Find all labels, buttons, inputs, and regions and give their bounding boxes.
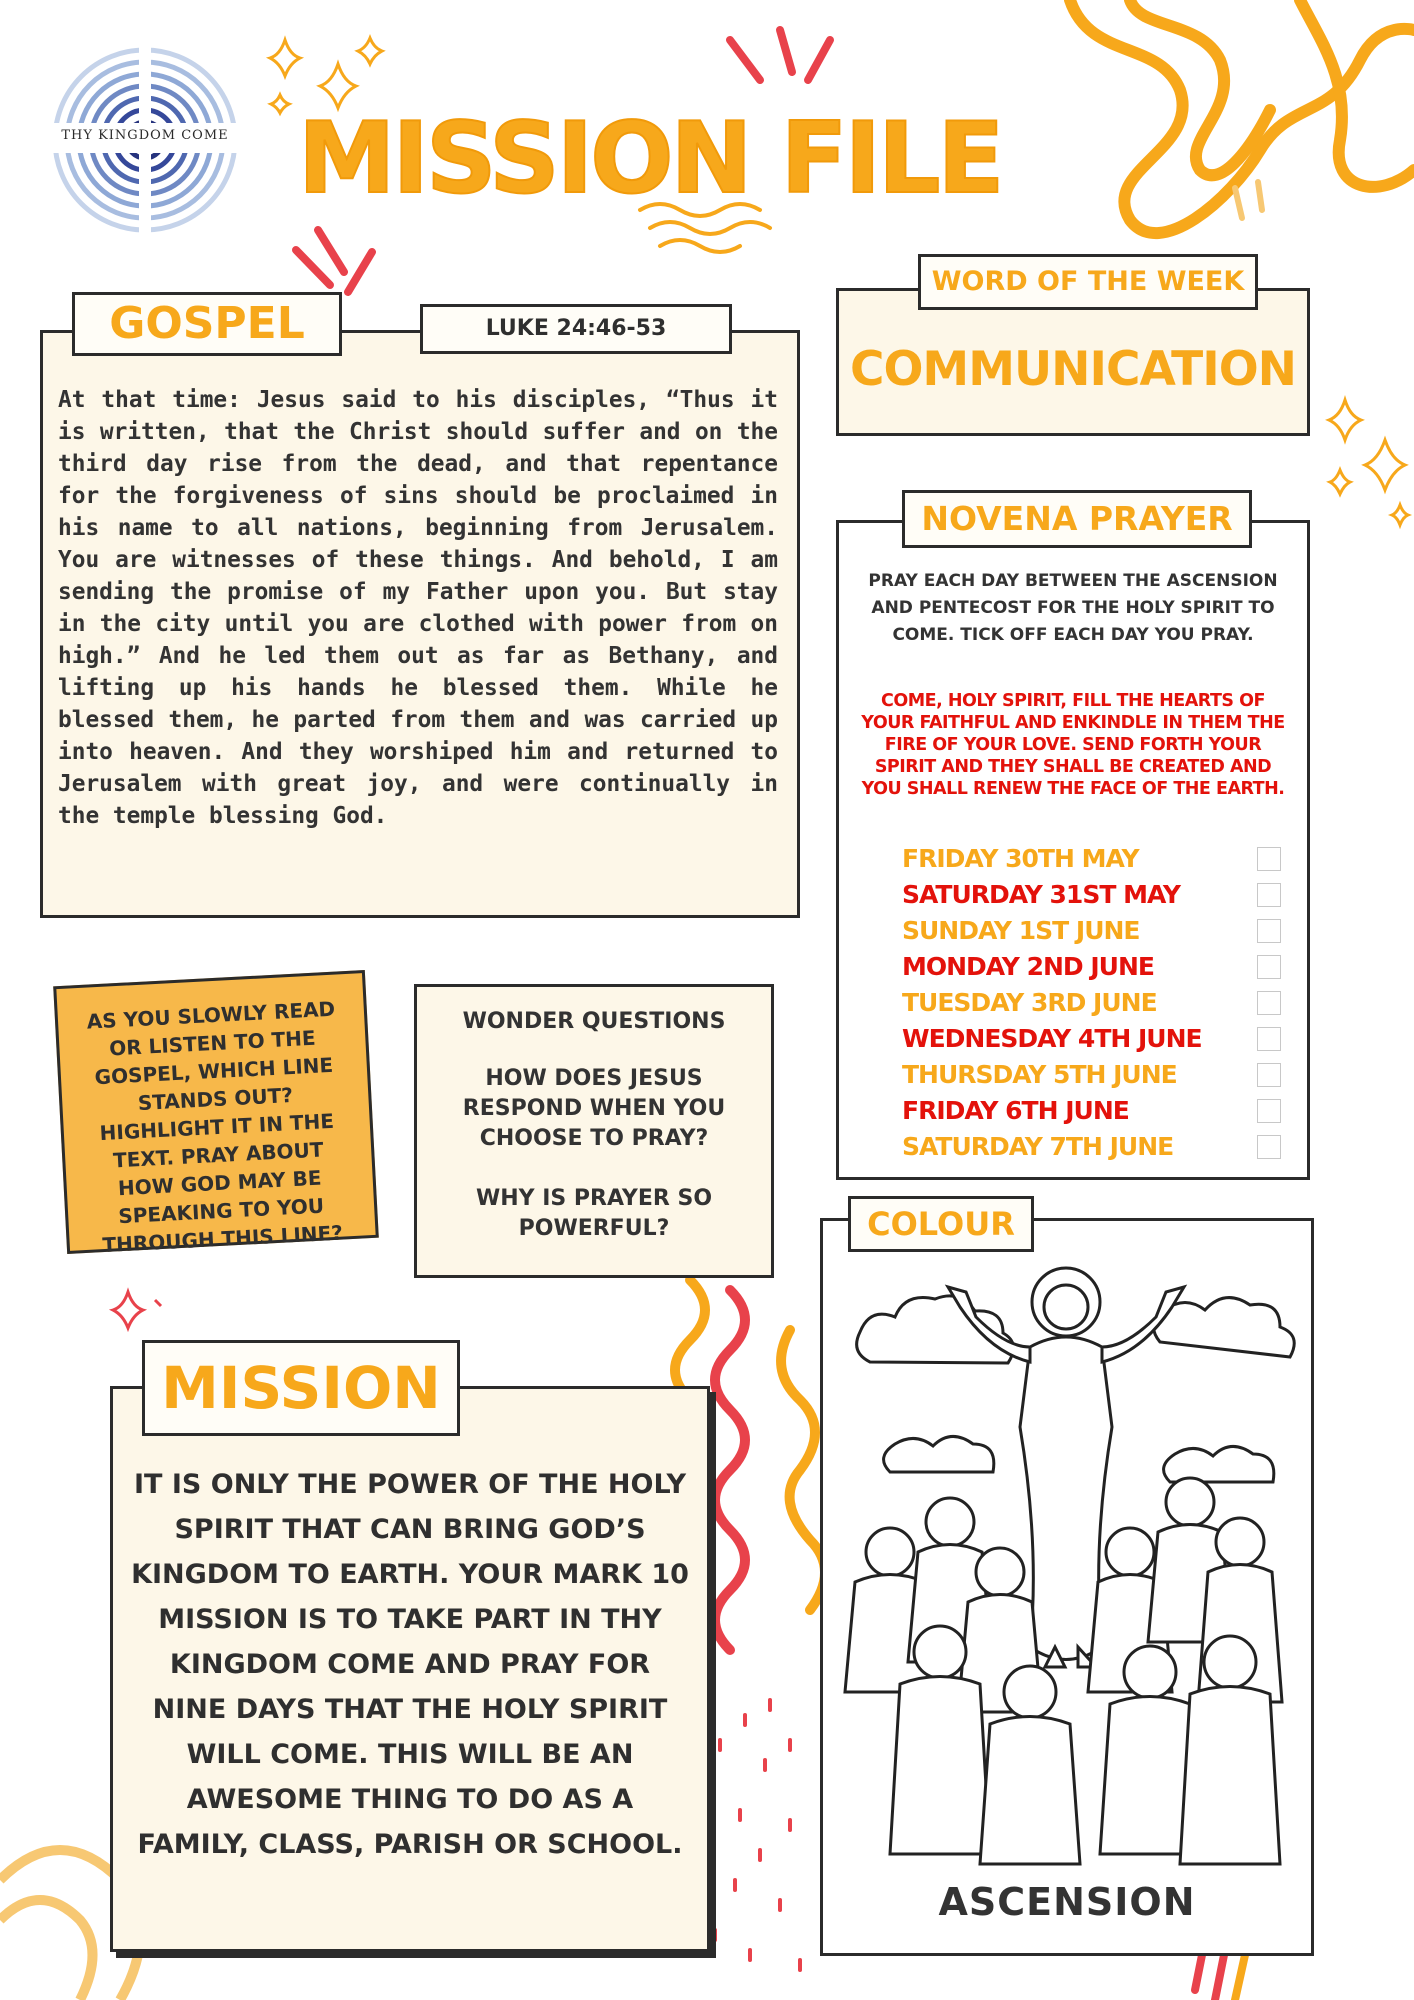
day-checkbox[interactable]	[1257, 991, 1281, 1015]
page-title: MISSION FILE	[298, 102, 1002, 216]
colour-tag: COLOUR	[848, 1196, 1034, 1252]
novena-tag: NOVENA PRAYER	[902, 490, 1252, 548]
novena-day-row	[902, 914, 1292, 948]
colour-caption: ASCENSION	[938, 1880, 1196, 1924]
gospel-reference: LUKE 24:46-53	[420, 304, 732, 354]
wonder-question-2: WHY IS PRAYER SO POWERFUL?	[475, 1186, 713, 1241]
wonder-heading: WONDER QUESTIONS	[462, 1009, 726, 1034]
ascension-coloring-illustration	[830, 1252, 1304, 1892]
day-checkbox[interactable]	[1257, 919, 1281, 943]
day-checkbox[interactable]	[1257, 1063, 1281, 1087]
novena-day-label: SATURDAY 7TH JUNE	[902, 1132, 1174, 1161]
novena-day-label: SUNDAY 1ST JUNE	[902, 916, 1140, 945]
novena-day-label: WEDNESDAY 4TH JUNE	[902, 1024, 1202, 1053]
novena-day-row	[902, 1130, 1292, 1164]
day-checkbox[interactable]	[1257, 883, 1281, 907]
reflect-note	[53, 970, 379, 1258]
day-checkbox[interactable]	[1257, 847, 1281, 871]
gospel-text: At that time: Jesus said to his disciples, “Thus it is written, that the Christ should suffer and on the third day rise from the dead, and that repentance for the forgiveness of sins should be proclaimed in his name to all nations, beginning from Jerusalem. You are witnesses of these things. And behold, I am sending the promise of my Father upon you. But stay in the city until you are clothed with power from on high.” And he led them out as far as Bethany, and lifting up his hands he blessed them. While he blessed them, he parted from them and was carried up into heaven. And they worshiped him and returned to Jerusalem with great joy, and were continually in the temple blessing God.	[58, 387, 778, 829]
day-checkbox[interactable]	[1257, 1027, 1281, 1051]
novena-day-row	[902, 950, 1292, 984]
wonder-box	[414, 984, 774, 1278]
novena-day-label: SATURDAY 31ST MAY	[902, 880, 1181, 909]
logo	[40, 40, 240, 240]
novena-day-label: MONDAY 2ND JUNE	[902, 952, 1154, 981]
novena-day-row	[902, 1058, 1292, 1092]
day-checkbox[interactable]	[1257, 1099, 1281, 1123]
logo-text: THY KINGDOM COME	[61, 128, 229, 143]
novena-day-row	[902, 986, 1292, 1020]
novena-instructions: PRAY EACH DAY BETWEEN THE ASCENSION AND PENTECOST FOR THE HOLY SPIRIT TO COME. TICK OFF EACH DAY YOU PRAY.	[868, 571, 1278, 645]
novena-day-row	[902, 842, 1292, 876]
gospel-tag: GOSPEL	[72, 292, 342, 356]
novena-day-label: FRIDAY 6TH JUNE	[902, 1096, 1129, 1125]
mission-tag: MISSION	[142, 1340, 460, 1436]
mission-text: IT IS ONLY THE POWER OF THE HOLY SPIRIT THAT CAN BRING GOD’S KINGDOM TO EARTH. YOUR MARK 10 MISSION IS TO TAKE PART IN THY KINGDOM COME AND PRAY FOR NINE DAYS THAT THE HOLY SPIRIT WILL COME. THIS WILL BE AN AWESOME THING TO DO AS A FAMILY, CLASS, PARISH OR SCHOOL.	[131, 1469, 689, 1860]
novena-day-row	[902, 1022, 1292, 1056]
novena-day-label: THURSDAY 5TH JUNE	[902, 1060, 1177, 1089]
novena-day-row	[902, 878, 1292, 912]
novena-day-label: FRIDAY 30TH MAY	[902, 844, 1139, 873]
reflect-note-text: AS YOU SLOWLY READ OR LISTEN TO THE GOSPEL, WHICH LINE STANDS OUT? HIGHLIGHT IT IN THE TEXT. PRAY ABOUT HOW GOD MAY BE SPEAKING TO YOU THROUGH THIS LINE?	[86, 996, 344, 1258]
day-checkbox[interactable]	[1257, 1135, 1281, 1159]
novena-prayer: COME, HOLY SPIRIT, FILL THE HEARTS OF YOUR FAITHFUL AND ENKINDLE IN THEM THE FIRE OF YOUR LOVE. SEND FORTH YOUR SPIRIT AND THEY SHALL BE CREATED AND YOU SHALL RENEW THE FACE OF THE EARTH.	[861, 691, 1285, 799]
word-of-week-tag: WORD OF THE WEEK	[918, 254, 1258, 310]
novena-day-row	[902, 1094, 1292, 1128]
novena-day-label: TUESDAY 3RD JUNE	[902, 988, 1157, 1017]
word-of-week-word: COMMUNICATION	[849, 342, 1297, 397]
wonder-question-1: HOW DOES JESUS RESPOND WHEN YOU CHOOSE TO PRAY?	[462, 1066, 726, 1151]
day-checkbox[interactable]	[1257, 955, 1281, 979]
